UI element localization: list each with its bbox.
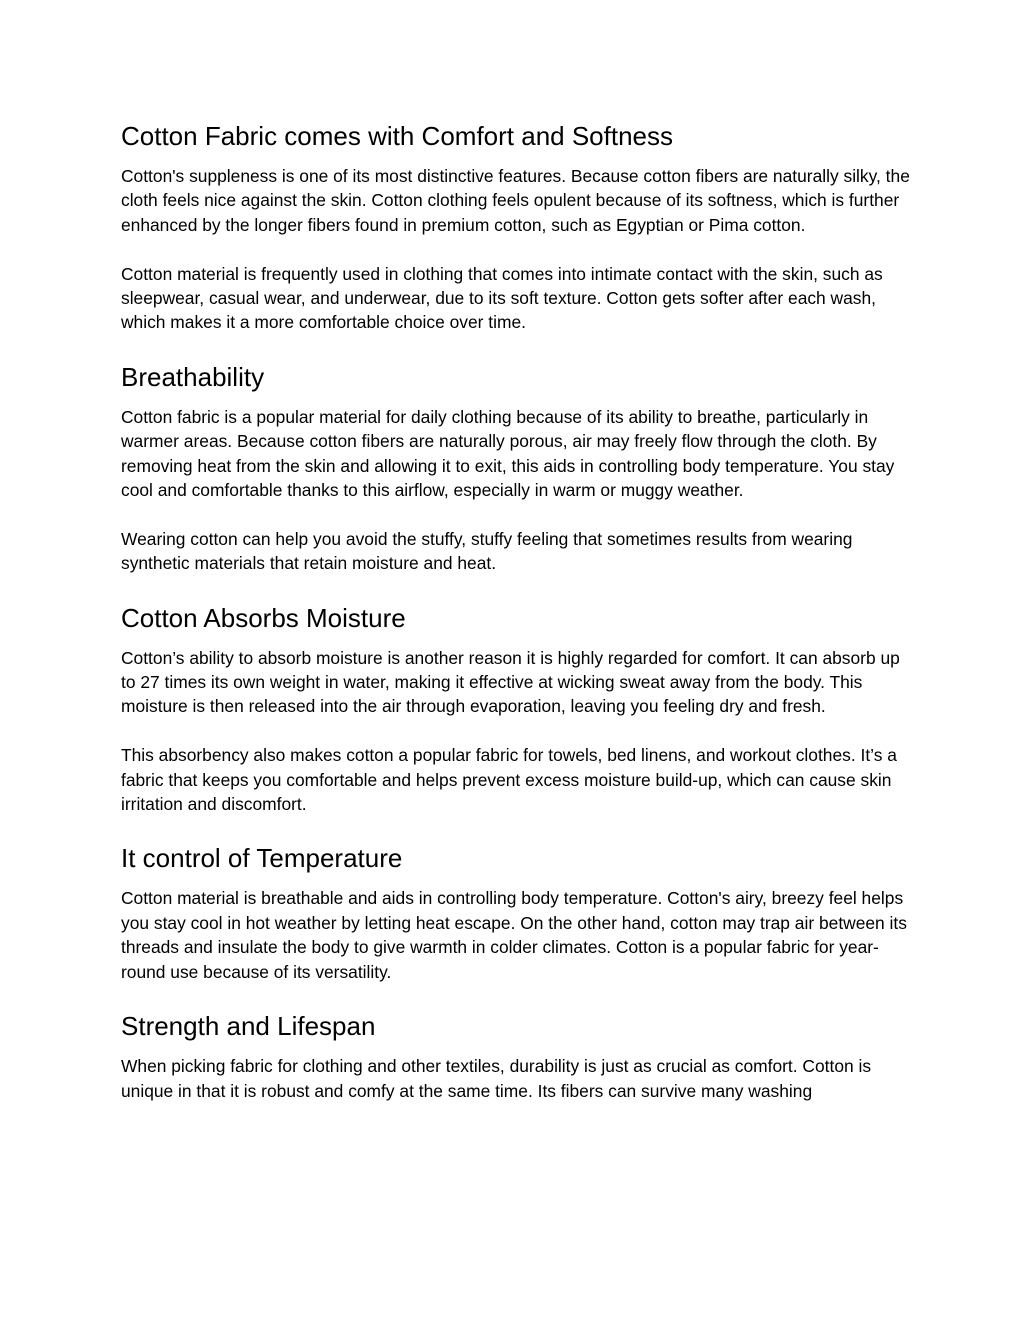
section-comfort-softness [121, 118, 911, 335]
section-paragraph: Wearing cotton can help you avoid the stuffy, stuffy feeling that sometimes results from wearing synthetic materials that retain moisture and heat. [121, 528, 853, 574]
document-page [121, 118, 911, 1103]
section-paragraph: Cotton fabric is a popular material for daily clothing because of its ability to breathe, particularly in warmer areas. Because cotton fibers are naturally porous, air may freely flow through the cloth. By removing heat from the skin and allowing it to exit, this aids in controlling body temperature. You stay cool and comfortable thanks to this airflow, especially in warm or muggy weather. [121, 406, 895, 501]
section-heading: It control of Temperature [121, 843, 403, 874]
section-paragraph: Cotton material is breathable and aids in controlling body temperature. Cotton's airy, breezy feel helps you stay cool in hot weather by letting heat escape. On the other hand, cotton may trap air between its threads and insulate the body to give warmth in colder climates. Cotton is a popular fabric for year-round use because of its versatility. [121, 888, 907, 982]
section-strength-lifespan [121, 1008, 911, 1103]
section-heading: Strength and Lifespan [121, 1011, 376, 1042]
section-temperature [121, 840, 911, 984]
section-breathability [121, 359, 911, 576]
section-paragraph: Cotton’s ability to absorb moisture is another reason it is highly regarded for comfort. It can absorb up to 27 times its own weight in water, making it effective at wicking sweat away from the body. This moisture is then released into the air through evaporation, leaving you feeling dry and fresh. [121, 647, 900, 717]
section-paragraph: When picking fabric for clothing and other textiles, durability is just as crucial as comfort. Cotton is unique in that it is robust and comfy at the same time. Its fibers can survive many washing [121, 1056, 872, 1101]
section-heading: Cotton Fabric comes with Comfort and Softness [121, 121, 674, 151]
section-heading: Cotton Absorbs Moisture [121, 602, 406, 633]
section-paragraph: Cotton's suppleness is one of its most distinctive features. Because cotton fibers are naturally silky, the cloth feels nice against the skin. Cotton clothing feels opulent because of its softness, which is further enhanced by the longer fibers found in premium cotton, such as Egyptian or Pima cotton. [121, 166, 910, 235]
section-paragraph: Cotton material is frequently used in clothing that comes into intimate contact with the skin, such as sleepwear, casual wear, and underwear, due to its soft texture. Cotton gets softer after each wash, which makes it a more comfortable choice over time. [121, 263, 883, 333]
section-heading: Breathability [121, 361, 265, 392]
section-paragraph: This absorbency also makes cotton a popular fabric for towels, bed linens, and workout clothes. It’s a fabric that keeps you comfortable and helps prevent excess moisture build-up, which can cause skin irritation and discomfort. [121, 745, 897, 815]
section-moisture [121, 600, 911, 817]
